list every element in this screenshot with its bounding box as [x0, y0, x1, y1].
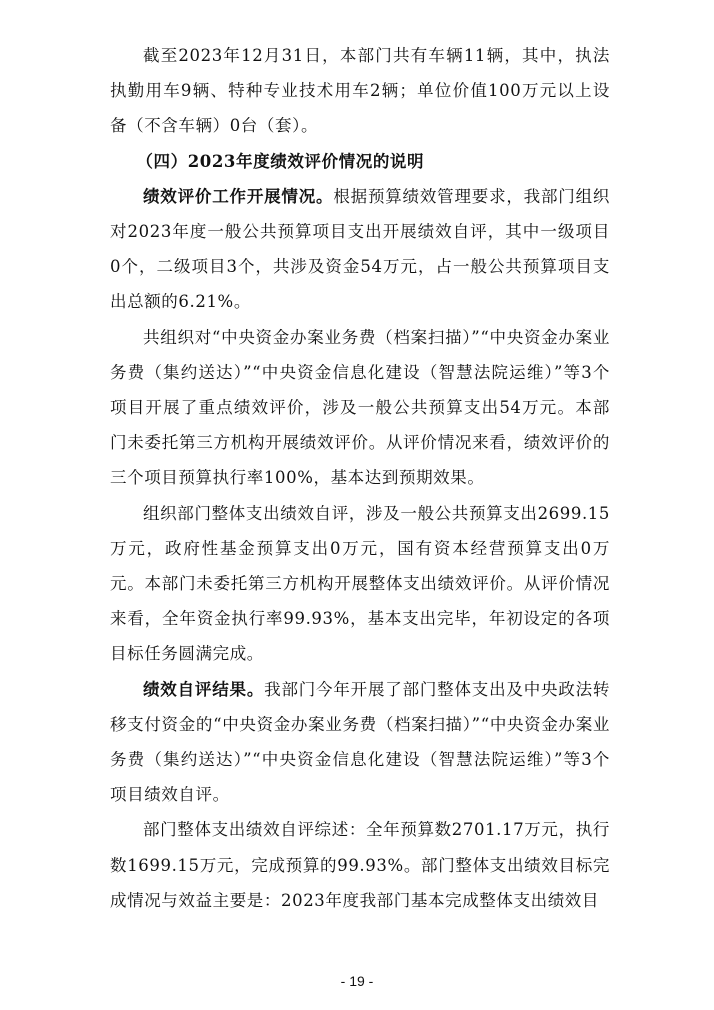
- section-heading: （四）2023年度绩效评价情况的说明: [136, 151, 425, 171]
- paragraph-overall-summary: 部门整体支出绩效自评综述：全年预算数2701.17万元，执行数1699.15万元，完成预算的99.93%。部门整体支出绩效目标完成情况与效益主要是：2023年度我部门基本完成整体支出绩效目: [110, 820, 610, 910]
- paragraph-key-evaluation: 共组织对“中央资金办案业务费（档案扫描）”“中央资金办案业务费（集约送达）”“中央资金信息化建设（智慧法院运维）”等3个项目开展了重点绩效评价，涉及一般公共预算支出54万元。本部门未委托第三方机构开展绩效评价。从评价情况来看，绩效评价的三个项目预算执行率100%，基本达到预期效果。: [110, 327, 610, 488]
- paragraph-vehicles: 截至2023年12月31日，本部门共有车辆11辆，其中，执法执勤用车9辆、特种专业技术用车2辆；单位价值100万元以上设备（不含车辆）0台（套）。: [110, 46, 610, 136]
- paragraph-overall-evaluation: 组织部门整体支出绩效自评，涉及一般公共预算支出2699.15万元，政府性基金预算支出0万元，国有资本经营预算支出0万元。本部门未委托第三方机构开展整体支出绩效评价。从评价情况来看，全年资金执行率99.93%，基本支出完毕，年初设定的各项目标任务圆满完成。: [110, 503, 610, 664]
- paragraph-lead-bold: 绩效评价工作开展情况。: [143, 186, 334, 206]
- paragraph-evaluation-work: [110, 179, 610, 320]
- paragraph-text: 我部门今年开展了部门整体支出及中央政法转移支付资金的“中央资金办案业务费（档案扫描）”“中央资金办案业务费（集约送达）”“中央资金信息化建设（智慧法院运维）”等3个项目绩效自评。: [110, 679, 611, 805]
- paragraph-lead-bold: 绩效自评结果。: [143, 679, 265, 699]
- page-number: - 19 -: [340, 973, 374, 989]
- paragraph-self-evaluation-results: [110, 672, 610, 813]
- paragraph-text: 根据预算绩效管理要求，我部门组织对2023年度一般公共预算项目支出开展绩效自评，其中一级项目0个，二级项目3个，共涉及资金54万元，占一般公共预算项目支出总额的6.21%。: [110, 186, 610, 312]
- document-body: [110, 38, 610, 918]
